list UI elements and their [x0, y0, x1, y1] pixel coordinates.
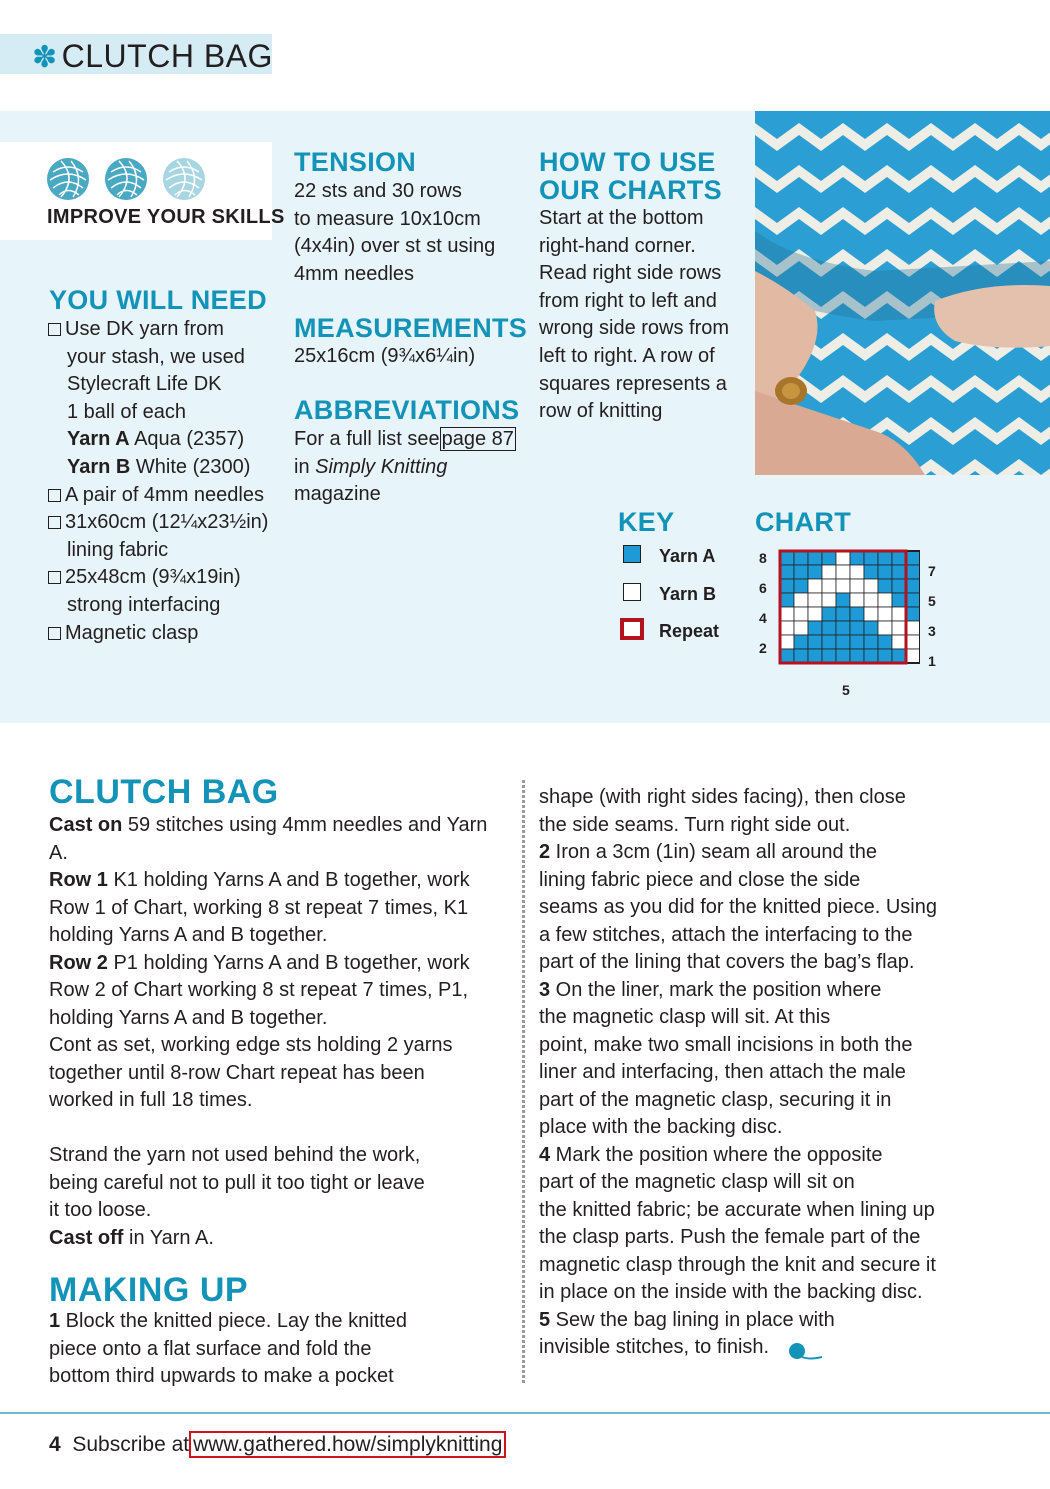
instruction-line — [49, 950, 470, 978]
bold-term: Yarn B — [67, 456, 131, 478]
line-text: right-hand corner. — [539, 234, 696, 257]
chart-cell — [906, 621, 920, 635]
chart-cell — [836, 593, 850, 607]
measurements-heading: MEASUREMENTS — [294, 313, 528, 343]
chart-cell — [906, 551, 920, 565]
chart-cell — [892, 635, 906, 649]
checkbox-icon[interactable] — [48, 323, 61, 336]
chart-cell — [850, 621, 864, 635]
instruction-line — [539, 867, 860, 895]
line-text: Block the knitted piece. Lay the knitted — [60, 1310, 407, 1332]
chart-cell — [836, 607, 850, 621]
page-reference-link[interactable]: page 87 — [441, 428, 514, 450]
chart-heading: CHART — [755, 507, 851, 537]
chart-cell — [808, 551, 822, 565]
chart-cell — [822, 579, 836, 593]
chart-cell — [808, 649, 822, 663]
tension-line — [294, 261, 414, 289]
chart-cell — [864, 579, 878, 593]
how-to-line — [539, 315, 729, 343]
chart-cell — [808, 635, 822, 649]
chart-cell — [780, 607, 794, 621]
instruction-line — [539, 1169, 855, 1197]
instruction-line — [539, 812, 850, 840]
chart-cell — [808, 565, 822, 579]
chart-cell — [780, 621, 794, 635]
chart-cell — [864, 635, 878, 649]
chart-cell — [878, 635, 892, 649]
need-item — [48, 316, 224, 344]
page-number: 4 — [49, 1433, 61, 1456]
instruction-line — [539, 1032, 913, 1060]
instruction-line — [49, 977, 468, 1005]
instruction-line — [49, 1225, 214, 1253]
instruction-line — [539, 894, 937, 922]
line-text: Use DK yarn from — [65, 318, 224, 340]
chart-cell — [808, 621, 822, 635]
line-text: from right to left and — [539, 289, 717, 312]
line-text: the side seams. Turn right side out. — [539, 813, 851, 836]
instruction-line — [539, 1252, 936, 1280]
instruction-line — [539, 1114, 782, 1142]
line-text: Iron a 3cm (1in) seam all around the — [550, 841, 877, 863]
line-text: wrong side rows from — [539, 317, 730, 340]
instruction-line — [539, 922, 913, 950]
line-text: piece onto a flat surface and fold the — [49, 1337, 372, 1360]
chart-cell — [850, 593, 864, 607]
instruction-line — [539, 1279, 923, 1307]
chart-row-number: 3 — [928, 623, 936, 639]
instruction-line — [539, 1224, 920, 1252]
chart-cell — [864, 607, 878, 621]
line-text: in Yarn A. — [123, 1226, 214, 1249]
line-text: bottom third upwards to make a pocket — [49, 1365, 394, 1387]
chart-cell — [892, 621, 906, 635]
chart-cell — [836, 565, 850, 579]
chart-cell — [794, 579, 808, 593]
yarn-ball-icon — [105, 158, 147, 200]
line-text: row of knitting — [539, 400, 663, 423]
chart-cell — [878, 565, 892, 579]
instruction-line — [539, 1307, 835, 1335]
line-text: 25x48cm (9¾x19in) — [65, 566, 241, 589]
chart-row-number: 5 — [928, 593, 936, 609]
line-text: lining fabric — [67, 538, 169, 561]
footer — [49, 1433, 506, 1457]
subscribe-link[interactable]: www.gathered.how/simplyknitting — [189, 1431, 506, 1458]
how-to-line — [539, 398, 662, 426]
chart-cell — [836, 551, 850, 565]
footer-rule — [0, 1412, 1050, 1414]
line-text: Magnetic clasp — [65, 621, 199, 644]
line-text: 22 sts and 30 rows — [294, 180, 462, 202]
line-text: Mark the position where the opposite — [550, 1143, 883, 1166]
bold-term: 4 — [539, 1143, 551, 1166]
chart-cell — [794, 649, 808, 663]
chart-cell — [878, 621, 892, 635]
bold-term: 1 — [49, 1310, 61, 1332]
chart-row-number: 2 — [759, 640, 767, 656]
instruction-line — [49, 812, 487, 840]
chart-cell — [780, 565, 794, 579]
column-divider — [522, 780, 525, 1385]
chart-cell — [836, 579, 850, 593]
chart-cell — [864, 649, 878, 663]
how-to-line — [539, 233, 696, 261]
bold-term: 2 — [539, 841, 551, 863]
chart-cell — [864, 551, 878, 565]
how-to-heading-line-1: HOW TO USE — [539, 147, 716, 177]
tension-line — [294, 178, 462, 206]
chart-cell — [906, 579, 920, 593]
chart-cell — [850, 607, 864, 621]
chart-cell — [780, 551, 794, 565]
chart-cell — [906, 649, 920, 663]
chart-cell — [822, 635, 836, 649]
line-text: Stylecraft Life DK — [67, 373, 222, 396]
need-item — [67, 371, 222, 399]
line-text: A. — [49, 841, 68, 864]
instruction-line — [539, 1197, 935, 1225]
yarn-a-swatch — [623, 545, 641, 563]
chart-cell — [864, 621, 878, 635]
key-yarn-a-label: Yarn A — [659, 546, 716, 566]
instruction-line — [49, 1142, 420, 1170]
how-to-heading-line-2: OUR CHARTS — [539, 175, 722, 205]
chart-cell — [906, 593, 920, 607]
abbreviations-in: in — [294, 456, 316, 478]
line-text: lining fabric piece and close the side — [539, 868, 861, 891]
chart-cell — [794, 593, 808, 607]
chart-cell — [794, 551, 808, 565]
chart-cell — [892, 551, 906, 565]
key-yarn-b-label: Yarn B — [659, 584, 717, 604]
chart-cell — [850, 565, 864, 579]
need-item — [67, 537, 168, 565]
need-item — [67, 399, 186, 427]
flower-icon: ✽ — [32, 41, 58, 74]
instruction-line — [49, 1060, 425, 1088]
need-item — [48, 564, 241, 592]
chart-cell — [836, 649, 850, 663]
instruction-line — [539, 1334, 769, 1362]
how-to-line — [539, 343, 715, 371]
yarn-ball-icon — [47, 158, 89, 200]
line-text: invisible stitches, to finish. — [539, 1336, 770, 1358]
line-text: in place on the inside with the backing disc. — [539, 1281, 923, 1303]
tension-heading: TENSION — [294, 147, 417, 177]
you-will-need-heading: YOU WILL NEED — [49, 285, 267, 315]
instruction-line — [539, 1142, 883, 1170]
chart-cell — [808, 579, 822, 593]
line-text: point, make two small incisions in both the — [539, 1033, 913, 1056]
abbreviations-prefix: For a full list see — [294, 428, 440, 450]
line-text: liner and interfacing, then attach the male — [539, 1061, 906, 1083]
instruction-line — [539, 784, 906, 812]
abbreviations-heading: ABBREVIATIONS — [294, 395, 520, 425]
chart-row-number: 7 — [928, 563, 936, 579]
line-text: Read right side rows — [539, 262, 722, 285]
knitting-chart — [778, 549, 920, 673]
need-item — [48, 620, 198, 648]
chart-cell — [864, 565, 878, 579]
how-to-line — [539, 288, 717, 316]
line-text: seams as you did for the knitted piece. Using — [539, 896, 937, 918]
bold-term: Cast on — [49, 814, 123, 836]
line-text: White (2300) — [130, 456, 251, 478]
instruction-line — [49, 1363, 394, 1391]
chart-row-number: 6 — [759, 580, 767, 596]
chart-cell — [836, 635, 850, 649]
need-item — [48, 509, 268, 537]
line-text: worked in full 18 times. — [49, 1089, 253, 1111]
page-title-text: CLUTCH BAG — [61, 38, 273, 74]
chart-row-number: 8 — [759, 550, 767, 566]
chart-cell — [878, 579, 892, 593]
line-text: the clasp parts. Push the female part of the — [539, 1226, 921, 1248]
chart-cell — [878, 607, 892, 621]
need-item — [48, 482, 264, 510]
repeat-swatch — [620, 618, 644, 640]
chart-cell — [808, 593, 822, 607]
making-up-heading: MAKING UP — [49, 1271, 249, 1309]
line-text: the magnetic clasp will sit. At this — [539, 1006, 831, 1028]
bold-term: Row 2 — [49, 951, 108, 974]
line-text: shape (with right sides facing), then close — [539, 786, 906, 808]
chart-cell — [864, 593, 878, 607]
line-text: Cont as set, working edge sts holding 2 yarns — [49, 1034, 453, 1056]
instruction-line — [49, 895, 468, 923]
abbreviations-line-3: magazine — [294, 483, 381, 505]
line-text: strong interfacing — [67, 594, 221, 616]
line-text: left to right. A row of — [539, 345, 715, 367]
instruction-line — [49, 1308, 407, 1336]
chart-cell — [892, 649, 906, 663]
line-text: Aqua (2357) — [129, 428, 245, 451]
line-text: to measure 10x10cm — [294, 207, 481, 230]
instruction-line — [49, 1197, 151, 1225]
chart-cell — [850, 579, 864, 593]
line-text: together until 8-row Chart repeat has been — [49, 1061, 425, 1084]
checkbox-icon[interactable] — [48, 627, 61, 640]
line-text: Sew the bag lining in place with — [550, 1308, 835, 1331]
line-text: 59 stitches using 4mm needles and Yarn — [122, 814, 488, 836]
footer-prefix: Subscribe at — [72, 1433, 190, 1456]
chart-cell — [808, 607, 822, 621]
chart-cell — [822, 649, 836, 663]
line-text: 4mm needles — [294, 262, 415, 285]
yarn-ball-icon — [163, 158, 205, 200]
chart-cell — [794, 621, 808, 635]
page-title — [32, 38, 273, 75]
instruction-line — [49, 922, 327, 950]
line-text: holding Yarns A and B together. — [49, 924, 328, 946]
chart-cell — [892, 579, 906, 593]
line-text: squares represents a — [539, 372, 727, 395]
key-heading: KEY — [618, 507, 675, 537]
tension-line — [294, 206, 481, 234]
bold-term: 5 — [539, 1308, 551, 1331]
chart-cell — [892, 593, 906, 607]
line-text: place with the backing disc. — [539, 1116, 783, 1138]
instruction-line — [49, 1087, 252, 1115]
abbreviations-line-2 — [294, 454, 447, 482]
line-text: part of the magnetic clasp, securing it in — [539, 1088, 892, 1111]
line-text: 31x60cm (12¼x23½in) — [65, 511, 269, 534]
line-text: a few stitches, attach the interfacing to the — [539, 923, 913, 946]
chart-cell — [906, 607, 920, 621]
line-text: it too loose. — [49, 1199, 152, 1221]
chart-cell — [780, 579, 794, 593]
line-text: P1 holding Yarns A and B together, work — [107, 951, 470, 974]
instruction-line — [539, 977, 881, 1005]
instruction-line — [49, 1032, 453, 1060]
bold-term: Cast off — [49, 1226, 124, 1249]
magazine-name: Simply Knitting — [315, 456, 448, 478]
chart-cell — [850, 635, 864, 649]
checkbox-icon[interactable] — [48, 516, 61, 529]
line-text: 1 ball of each — [67, 400, 186, 423]
instruction-line — [49, 1336, 371, 1364]
chart-cell — [878, 551, 892, 565]
how-to-line — [539, 205, 704, 233]
chart-cell — [822, 551, 836, 565]
instruction-line — [539, 1004, 830, 1032]
need-item — [67, 426, 244, 454]
need-item — [67, 454, 250, 482]
chart-cell — [878, 593, 892, 607]
chart-row-number: 1 — [928, 653, 936, 669]
chart-cell — [906, 565, 920, 579]
chart-cell — [780, 593, 794, 607]
chart-cell — [794, 565, 808, 579]
how-to-line — [539, 371, 727, 399]
chart-cell — [836, 621, 850, 635]
chart-cell — [892, 607, 906, 621]
how-to-line — [539, 260, 721, 288]
abbreviations-line-1 — [294, 426, 516, 454]
chart-cell — [850, 551, 864, 565]
instruction-line — [539, 949, 914, 977]
yarn-b-swatch — [623, 583, 641, 601]
line-text: Strand the yarn not used behind the work, — [49, 1144, 421, 1166]
chart-cell — [780, 635, 794, 649]
line-text: Row 2 of Chart working 8 st repeat 7 times, P1, — [49, 979, 469, 1001]
bold-term: Yarn A — [67, 428, 130, 451]
instruction-line — [49, 1170, 425, 1198]
instruction-line — [49, 1005, 327, 1033]
chart-cell — [822, 565, 836, 579]
instruction-line — [539, 1087, 891, 1115]
chart-stitch-number: 5 — [842, 682, 850, 698]
need-item — [67, 344, 245, 372]
end-yarn-ball-icon — [788, 1341, 822, 1366]
need-item — [67, 592, 220, 620]
line-text: (4x4in) over st st using — [294, 235, 496, 258]
line-text: holding Yarns A and B together. — [49, 1006, 328, 1029]
line-text: K1 holding Yarns A and B together, work — [107, 869, 470, 891]
checkbox-icon[interactable] — [48, 571, 61, 584]
line-text: the knitted fabric; be accurate when lining up — [539, 1198, 935, 1221]
chart-cell — [892, 565, 906, 579]
tension-line — [294, 233, 495, 261]
chart-cell — [906, 635, 920, 649]
skills-label: IMPROVE YOUR SKILLS — [47, 206, 285, 228]
chart-cell — [794, 607, 808, 621]
chart-cell — [878, 649, 892, 663]
chart-cell — [850, 649, 864, 663]
instruction-line — [539, 1059, 906, 1087]
line-text: Row 1 of Chart, working 8 st repeat 7 times, K1 — [49, 896, 469, 919]
clutch-bag-photo — [755, 111, 1050, 475]
instruction-line — [49, 867, 470, 895]
line-text: A pair of 4mm needles — [65, 483, 264, 506]
instruction-line — [49, 840, 68, 868]
chart-row-number: 4 — [759, 610, 767, 626]
clutch-bag-heading: CLUTCH BAG — [49, 773, 279, 811]
line-text: On the liner, mark the position where — [550, 978, 882, 1001]
line-text: being careful not to pull it too tight or leave — [49, 1171, 425, 1194]
line-text: your stash, we used — [67, 345, 245, 368]
line-text: part of the magnetic clasp will sit on — [539, 1171, 855, 1193]
line-text: part of the lining that covers the bag’s flap. — [539, 951, 915, 973]
chart-cell — [822, 621, 836, 635]
checkbox-icon[interactable] — [48, 489, 61, 502]
chart-cell — [822, 607, 836, 621]
chart-cell — [794, 635, 808, 649]
measurements-text: 25x16cm (9¾x6¼in) — [294, 345, 476, 367]
bold-term: Row 1 — [49, 869, 108, 891]
key-repeat-label: Repeat — [659, 621, 720, 641]
bold-term: 3 — [539, 978, 551, 1001]
line-text: magnetic clasp through the knit and secure it — [539, 1253, 936, 1276]
chart-cell — [780, 649, 794, 663]
chart-cell — [822, 593, 836, 607]
line-text: Start at the bottom — [539, 207, 704, 229]
instruction-line — [539, 839, 877, 867]
